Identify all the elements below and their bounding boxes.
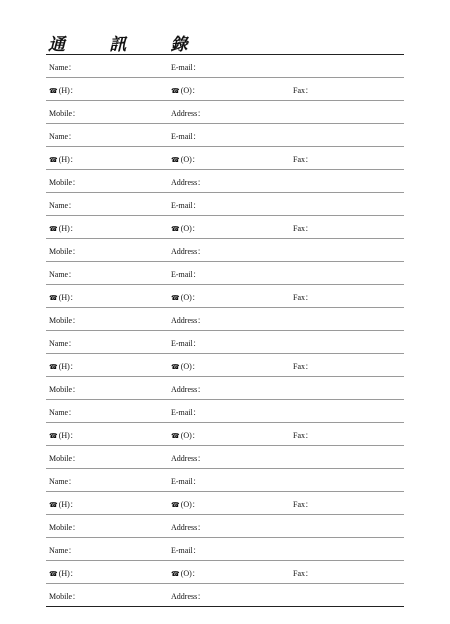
name-label xyxy=(49,408,76,417)
mobile-label-text: Mobile： xyxy=(49,454,81,463)
mobile-label-text: Mobile： xyxy=(49,316,81,325)
phone-row xyxy=(46,561,404,584)
email-label xyxy=(171,477,201,486)
mobile-label xyxy=(49,385,80,394)
address-label-text: Address： xyxy=(171,247,206,256)
address-label-text: Address： xyxy=(171,109,206,118)
fax-label xyxy=(293,569,313,578)
mobile-row xyxy=(46,101,404,124)
name-row xyxy=(46,331,404,354)
phone-row xyxy=(46,285,404,308)
office-phone-label xyxy=(171,155,200,165)
address-book xyxy=(46,55,404,607)
address-label xyxy=(171,316,205,325)
home-phone-label xyxy=(49,155,78,165)
name-row xyxy=(46,400,404,423)
name-row xyxy=(46,193,404,216)
office-phone-label-text: (O)： xyxy=(180,500,200,509)
office-phone-label xyxy=(171,500,200,510)
name-label xyxy=(49,132,76,141)
address-label xyxy=(171,109,205,118)
home-phone-label-text: (H)： xyxy=(58,155,78,164)
fax-label xyxy=(293,293,313,302)
email-label-text: E-mail： xyxy=(171,270,201,279)
telephone-icon: ☎ xyxy=(171,570,180,578)
name-label xyxy=(49,63,76,72)
email-label xyxy=(171,408,201,417)
name-label-text: Name： xyxy=(49,63,77,72)
page-title: 通 訊 錄 xyxy=(48,35,208,54)
office-phone-label xyxy=(171,86,200,96)
mobile-row xyxy=(46,377,404,400)
telephone-icon: ☎ xyxy=(49,87,58,95)
office-phone-label xyxy=(171,431,200,441)
address-label-text: Address： xyxy=(171,592,206,601)
telephone-icon: ☎ xyxy=(171,432,180,440)
address-label xyxy=(171,178,205,187)
mobile-label xyxy=(49,178,80,187)
telephone-icon: ☎ xyxy=(171,294,180,302)
mobile-row xyxy=(46,239,404,262)
office-phone-label xyxy=(171,362,200,372)
contact-entry xyxy=(46,469,404,538)
contact-entry xyxy=(46,331,404,400)
name-row xyxy=(46,124,404,147)
address-label xyxy=(171,385,205,394)
email-label-text: E-mail： xyxy=(171,132,201,141)
home-phone-label xyxy=(49,293,78,303)
mobile-row xyxy=(46,515,404,538)
address-label-text: Address： xyxy=(171,178,206,187)
office-phone-label-text: (O)： xyxy=(180,86,200,95)
contact-entry xyxy=(46,538,404,607)
name-label xyxy=(49,339,76,348)
mobile-row xyxy=(46,584,404,607)
home-phone-label-text: (H)： xyxy=(58,569,78,578)
phone-row xyxy=(46,423,404,446)
phone-row xyxy=(46,147,404,170)
fax-label xyxy=(293,155,313,164)
address-label-text: Address： xyxy=(171,316,206,325)
mobile-label-text: Mobile： xyxy=(49,109,81,118)
mobile-label xyxy=(49,316,80,325)
home-phone-label-text: (H)： xyxy=(58,362,78,371)
name-label xyxy=(49,477,76,486)
contact-entry xyxy=(46,262,404,331)
phone-row xyxy=(46,216,404,239)
fax-label-text: Fax： xyxy=(293,500,313,509)
email-label xyxy=(171,132,201,141)
home-phone-label-text: (H)： xyxy=(58,293,78,302)
telephone-icon: ☎ xyxy=(49,432,58,440)
telephone-icon: ☎ xyxy=(171,156,180,164)
telephone-icon: ☎ xyxy=(49,294,58,302)
telephone-icon: ☎ xyxy=(171,501,180,509)
address-label xyxy=(171,592,205,601)
office-phone-label xyxy=(171,293,200,303)
email-label-text: E-mail： xyxy=(171,477,201,486)
fax-label xyxy=(293,362,313,371)
contact-entry xyxy=(46,55,404,124)
email-label xyxy=(171,270,201,279)
address-label-text: Address： xyxy=(171,454,206,463)
address-label-text: Address： xyxy=(171,523,206,532)
mobile-row xyxy=(46,170,404,193)
mobile-label xyxy=(49,592,80,601)
contact-entry xyxy=(46,193,404,262)
telephone-icon: ☎ xyxy=(49,363,58,371)
email-label-text: E-mail： xyxy=(171,339,201,348)
name-label-text: Name： xyxy=(49,408,77,417)
telephone-icon: ☎ xyxy=(49,225,58,233)
mobile-label xyxy=(49,523,80,532)
fax-label xyxy=(293,500,313,509)
name-label xyxy=(49,201,76,210)
office-phone-label-text: (O)： xyxy=(180,224,200,233)
fax-label-text: Fax： xyxy=(293,86,313,95)
fax-label-text: Fax： xyxy=(293,431,313,440)
contact-entry xyxy=(46,400,404,469)
office-phone-label-text: (O)： xyxy=(180,155,200,164)
phone-row xyxy=(46,354,404,377)
mobile-label-text: Mobile： xyxy=(49,523,81,532)
mobile-label xyxy=(49,247,80,256)
fax-label-text: Fax： xyxy=(293,155,313,164)
telephone-icon: ☎ xyxy=(171,363,180,371)
phone-row xyxy=(46,78,404,101)
email-label-text: E-mail： xyxy=(171,408,201,417)
home-phone-label xyxy=(49,431,78,441)
email-label xyxy=(171,339,201,348)
mobile-label-text: Mobile： xyxy=(49,247,81,256)
phone-row xyxy=(46,492,404,515)
home-phone-label xyxy=(49,569,78,579)
fax-label-text: Fax： xyxy=(293,569,313,578)
home-phone-label-text: (H)： xyxy=(58,431,78,440)
address-label xyxy=(171,454,205,463)
telephone-icon: ☎ xyxy=(49,570,58,578)
telephone-icon: ☎ xyxy=(49,501,58,509)
home-phone-label-text: (H)： xyxy=(58,86,78,95)
address-label xyxy=(171,523,205,532)
telephone-icon: ☎ xyxy=(49,156,58,164)
mobile-row xyxy=(46,308,404,331)
office-phone-label-text: (O)： xyxy=(180,293,200,302)
home-phone-label xyxy=(49,86,78,96)
name-row xyxy=(46,538,404,561)
address-label xyxy=(171,247,205,256)
name-label xyxy=(49,270,76,279)
fax-label-text: Fax： xyxy=(293,293,313,302)
email-label xyxy=(171,201,201,210)
name-label-text: Name： xyxy=(49,546,77,555)
fax-label-text: Fax： xyxy=(293,224,313,233)
name-label-text: Name： xyxy=(49,132,77,141)
home-phone-label xyxy=(49,500,78,510)
fax-label xyxy=(293,224,313,233)
name-row xyxy=(46,262,404,285)
name-label-text: Name： xyxy=(49,477,77,486)
office-phone-label xyxy=(171,224,200,234)
mobile-label-text: Mobile： xyxy=(49,592,81,601)
name-label xyxy=(49,546,76,555)
email-label-text: E-mail： xyxy=(171,201,201,210)
name-row xyxy=(46,55,404,78)
name-row xyxy=(46,469,404,492)
home-phone-label-text: (H)： xyxy=(58,224,78,233)
email-label-text: E-mail： xyxy=(171,63,201,72)
name-label-text: Name： xyxy=(49,339,77,348)
address-label-text: Address： xyxy=(171,385,206,394)
contact-entry xyxy=(46,124,404,193)
telephone-icon: ☎ xyxy=(171,225,180,233)
office-phone-label-text: (O)： xyxy=(180,431,200,440)
email-label xyxy=(171,63,201,72)
mobile-label-text: Mobile： xyxy=(49,385,81,394)
fax-label xyxy=(293,86,313,95)
office-phone-label-text: (O)： xyxy=(180,362,200,371)
home-phone-label xyxy=(49,224,78,234)
email-label xyxy=(171,546,201,555)
office-phone-label-text: (O)： xyxy=(180,569,200,578)
mobile-label xyxy=(49,454,80,463)
fax-label-text: Fax： xyxy=(293,362,313,371)
telephone-icon: ☎ xyxy=(171,87,180,95)
name-label-text: Name： xyxy=(49,201,77,210)
email-label-text: E-mail： xyxy=(171,546,201,555)
name-label-text: Name： xyxy=(49,270,77,279)
mobile-row xyxy=(46,446,404,469)
home-phone-label-text: (H)： xyxy=(58,500,78,509)
home-phone-label xyxy=(49,362,78,372)
mobile-label xyxy=(49,109,80,118)
fax-label xyxy=(293,431,313,440)
office-phone-label xyxy=(171,569,200,579)
mobile-label-text: Mobile： xyxy=(49,178,81,187)
